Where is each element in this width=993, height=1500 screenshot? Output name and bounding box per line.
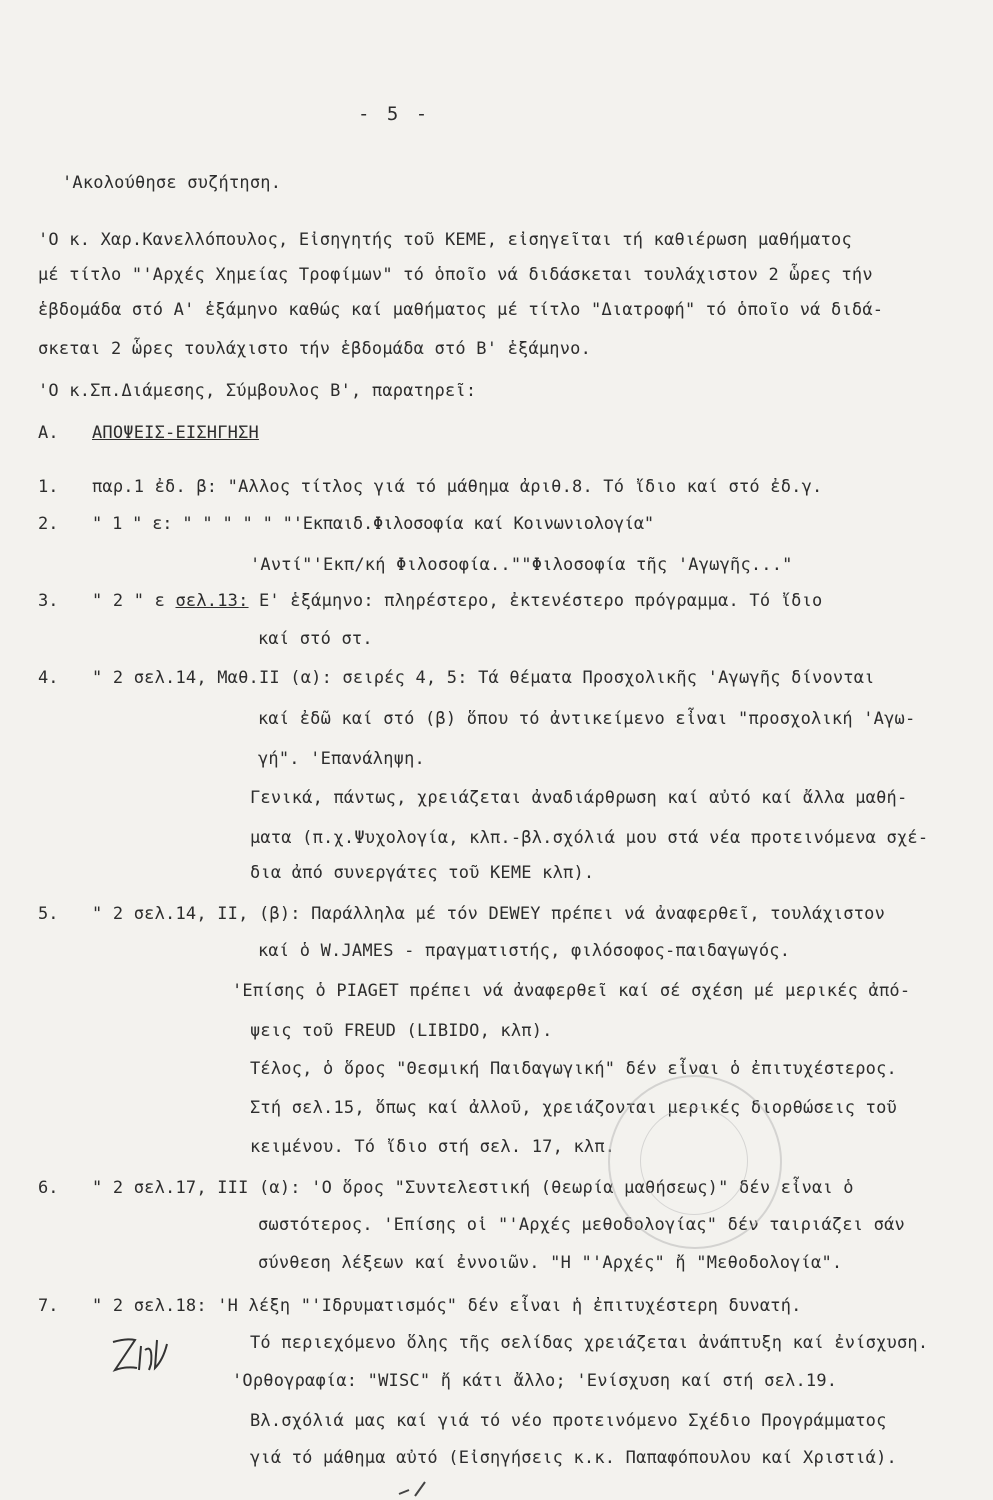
item-line: καί στό στ. [258, 629, 373, 649]
official-stamp [608, 1075, 782, 1249]
item-number: 7. [38, 1296, 59, 1316]
item-line: 'Επίσης ὁ PIAGET πρέπει νά ἀναφερθεῖ καί σέ σχέση μέ μερικές ἀπό- [232, 981, 911, 1001]
paragraph-observation: 'Ο κ.Σπ.Διάμεσης, Σύμβουλος Β', παρατηρεῖ: [38, 381, 477, 401]
item-line: παρ.1 ἐδ. β: "Αλλος τίτλος γιά τό μάθημα ἀριθ.8. Τό ἴδιο καί στό ἐδ.γ. [92, 477, 823, 497]
item-line: " 2 σελ.17, ΙΙΙ (α): 'Ο ὅρος "Συντελεστική (θεωρία μαθήσεως)" δέν εἶναι ὁ [92, 1178, 854, 1198]
item-line: ψεις τοῦ FREUD (LIBIDO, κλπ). [250, 1021, 553, 1041]
item-number: 3. [38, 591, 59, 611]
item-number: 4. [38, 668, 59, 688]
page-number: - 5 - [358, 103, 431, 125]
item-line: 'Αντί"'Εκπ/κή Φιλοσοφία..""Φιλοσοφία τῆς 'Αγωγῆς..." [250, 555, 793, 575]
item-text: Ε' ἑξάμηνο: πληρέστερο, ἐκτενέστερο πρόγραμμα. Τό ἴδιο [248, 591, 823, 611]
section-title: ΑΠΟΨΕΙΣ-ΕΙΣΗΓΗΣΗ [92, 423, 259, 443]
handwritten-signature [105, 1330, 195, 1390]
section-letter: Α. [38, 423, 59, 443]
paragraph-proposal-line-4: σκεται 2 ὧρες τουλάχιστο τήν ἑβδομάδα στό Β' ἑξάμηνο. [38, 339, 592, 359]
item-number: 2. [38, 514, 59, 534]
item-line: " 2 σελ.14, ΙΙ, (β): Παράλληλα μέ τόν DEWEY πρέπει νά ἀναφερθεῖ, τουλάχιστον [92, 904, 886, 924]
item-line: " 2 σελ.14, Μαθ.ΙΙ (α): σειρές 4, 5: Τά θέματα Προσχολικῆς 'Αγωγῆς δίνονται [92, 668, 875, 688]
item-line-prefix [92, 590, 822, 612]
item-line: καί ὁ W.JAMES - πραγματιστής, φιλόσοφος-παιδαγωγός. [258, 941, 791, 961]
item-line: Τό περιεχόμενο ὅλης τῆς σελίδας χρειάζεται ἀνάπτυξη καί ἐνίσχυση. [250, 1333, 929, 1353]
paragraph-proposal-line-1: 'Ο κ. Χαρ.Κανελλόπουλος, Εἰσηγητής τοῦ ΚΕΜΕ, εἰσηγεῖται τή καθιέρωση μαθήματος [38, 230, 852, 250]
item-line: " 2 σελ.18: 'Η λέξη "'Ιδρυματισμός" δέν εἶναι ἡ ἐπιτυχέστερη δυνατή. [92, 1296, 802, 1316]
paragraph-proposal-line-3: ἑβδομάδα στό Α' ἑξάμηνο καθώς καί μαθήματος μέ τίτλο "Διατροφή" τό ὁποῖο νά διδά- [38, 300, 884, 320]
item-line: σωστότερος. 'Επίσης οἱ "'Αρχές μεθοδολογίας" δέν ταιριάζει σάν [258, 1215, 905, 1235]
item-number: 1. [38, 477, 59, 497]
item-line: κειμένου. Τό ἴδιο στή σελ. 17, κλπ. [250, 1137, 616, 1157]
item-line: ματα (π.χ.Ψυχολογία, κλπ.-βλ.σχόλιά μου στά νέα προτεινόμενα σχέ- [250, 828, 929, 848]
item-number: 5. [38, 904, 59, 924]
item-line: Τέλος, ὁ ὅρος "Θεσμική Παιδαγωγική" δέν εἶναι ὁ ἐπιτυχέστερος. [250, 1059, 897, 1079]
item-line: 'Ορθογραφία: "WISC" ἤ κάτι ἄλλο; 'Ενίσχυση καί στή σελ.19. [232, 1371, 838, 1391]
item-ref: " 2 " ε [92, 591, 176, 611]
paragraph-proposal-line-2: μέ τίτλο "'Αρχές Χημείας Τροφίμων" τό ὁποῖο νά διδάσκεται τουλάχιστον 2 ὧρες τήν [38, 265, 873, 285]
item-number: 6. [38, 1178, 59, 1198]
item-line: σύνθεση λέξεων καί ἐννοιῶν. "Η "'Αρχές" ἤ "Μεθοδολογία". [258, 1253, 843, 1273]
item-line: γή". 'Επανάληψη. [258, 749, 425, 769]
paragraph-discussion: 'Ακολούθησε συζήτηση. [62, 173, 282, 193]
item-line: δια ἀπό συνεργάτες τοῦ ΚΕΜΕ κλπ). [250, 863, 595, 883]
item-line: " 1 " ε: " " " " " "'Εκπαιδ.Φιλοσοφία καί Κοινωνιολογία" [92, 514, 654, 534]
item-line: Γενικά, πάντως, χρειάζεται ἀναδιάρθρωση καί αὐτό καί ἄλλα μαθή- [250, 788, 908, 808]
item-line: καί ἐδῶ καί στό (β) ὅπου τό ἀντικείμενο εἶναι "προσχολική 'Αγω- [258, 709, 916, 729]
page-reference: σελ.13: [175, 591, 249, 611]
item-line: γιά τό μάθημα αὐτό (Εἰσηγήσεις κ.κ. Παπαφόπουλου καί Χριστιά). [250, 1448, 897, 1468]
item-line: Βλ.σχόλιά μας καί γιά τό νέο προτεινόμενο Σχέδιο Προγράμματος [250, 1411, 887, 1431]
item-line: Στή σελ.15, ὅπως καί ἀλλοῦ, χρειάζονται μερικές διορθώσεις τοῦ [250, 1098, 897, 1118]
ink-mark [395, 1478, 435, 1498]
